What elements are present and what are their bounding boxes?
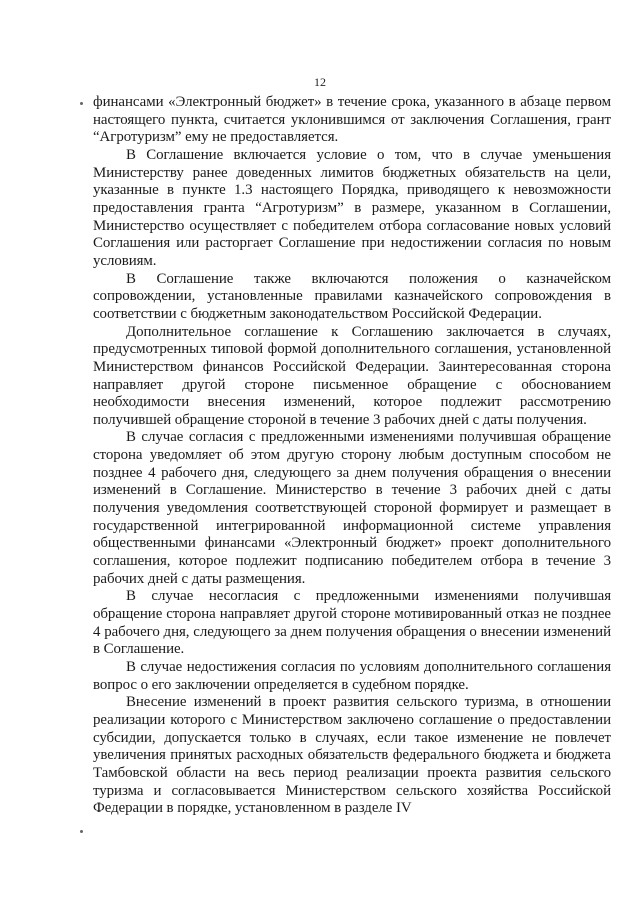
paragraph: В Соглашение также включаются положения о казначейском сопровождении, установленные правилами казначейского сопровождения в соответствии с бюджетным законодательством Российской Федерации. — [93, 270, 611, 322]
paragraph: финансами «Электронный бюджет» в течение срока, указанного в абзаце первом настоящего пункта, считается уклонившимся от заключения Соглашения, грант “Агротуризм” ему не предоставляется. — [93, 94, 611, 146]
margin-mark — [80, 830, 83, 833]
paragraph: В случае несогласия с предложенными изменениями получившая обращение сторона направляет другой стороне мотивированный отказ не позднее 4 рабочего дня, следующего за днем получения обращения о внесении изменений в Соглашение. — [93, 588, 611, 658]
paragraph: Дополнительное соглашение к Соглашению заключается в случаях, предусмотренных типовой формой дополнительного соглашения, установленной Министерством финансов Российской Федерации. Заинтересованная сторона направляет другой стороне письменное обращение с обоснованием необходимости внесения изменений, которое подлежит рассмотрению получившей обращение стороной в течение 3 рабочих дней с даты получения. — [93, 323, 611, 428]
margin-mark — [80, 102, 83, 105]
document-body — [93, 94, 611, 818]
page-number: 12 — [314, 75, 326, 89]
paragraph: В случае недостижения согласия по условиям дополнительного соглашения вопрос о его заключении определяется в судебном порядке. — [93, 659, 611, 693]
paragraph: Внесение изменений в проект развития сельского туризма, в отношении реализации которого с Министерством заключено соглашение о предоставлении субсидии, допускается только в случаях, если такое изменение не повлечет увеличения принятых расходных обязательств федерального бюджета и бюджета Тамбовской области на весь период реализации проекта развития сельского туризма и согласовывается Министерством сельского хозяйства Российской Федерации в порядке, установленном в разделе IV — [93, 694, 611, 817]
paragraph: В Соглашение включается условие о том, что в случае уменьшения Министерству ранее доведенных лимитов бюджетных обязательств на цели, указанные в пункте 1.3 настоящего Порядка, приводящего к невозможности предоставления гранта “Агротуризм” в размере, указанном в Соглашении, Министерство осуществляет с победителем отбора согласование новых условий Соглашения или расторгает Соглашение при недостижении согласия по новым условиям. — [93, 146, 611, 269]
paragraph: В случае согласия с предложенными изменениями получившая обращение сторона уведомляет об этом другую сторону любым доступным способом не позднее 4 рабочего дня, следующего за днем получения обращения о внесении изменений в Соглашение. Министерство в течение 3 рабочих дней с даты получения уведомления соответствующей стороной формирует и размещает в государственной интегрированной информационной системе управления общественными финансами «Электронный бюджет» проект дополнительного соглашения, которое подлежит подписанию победителем отбора в течение 3 рабочих дней с даты размещения. — [93, 429, 611, 587]
